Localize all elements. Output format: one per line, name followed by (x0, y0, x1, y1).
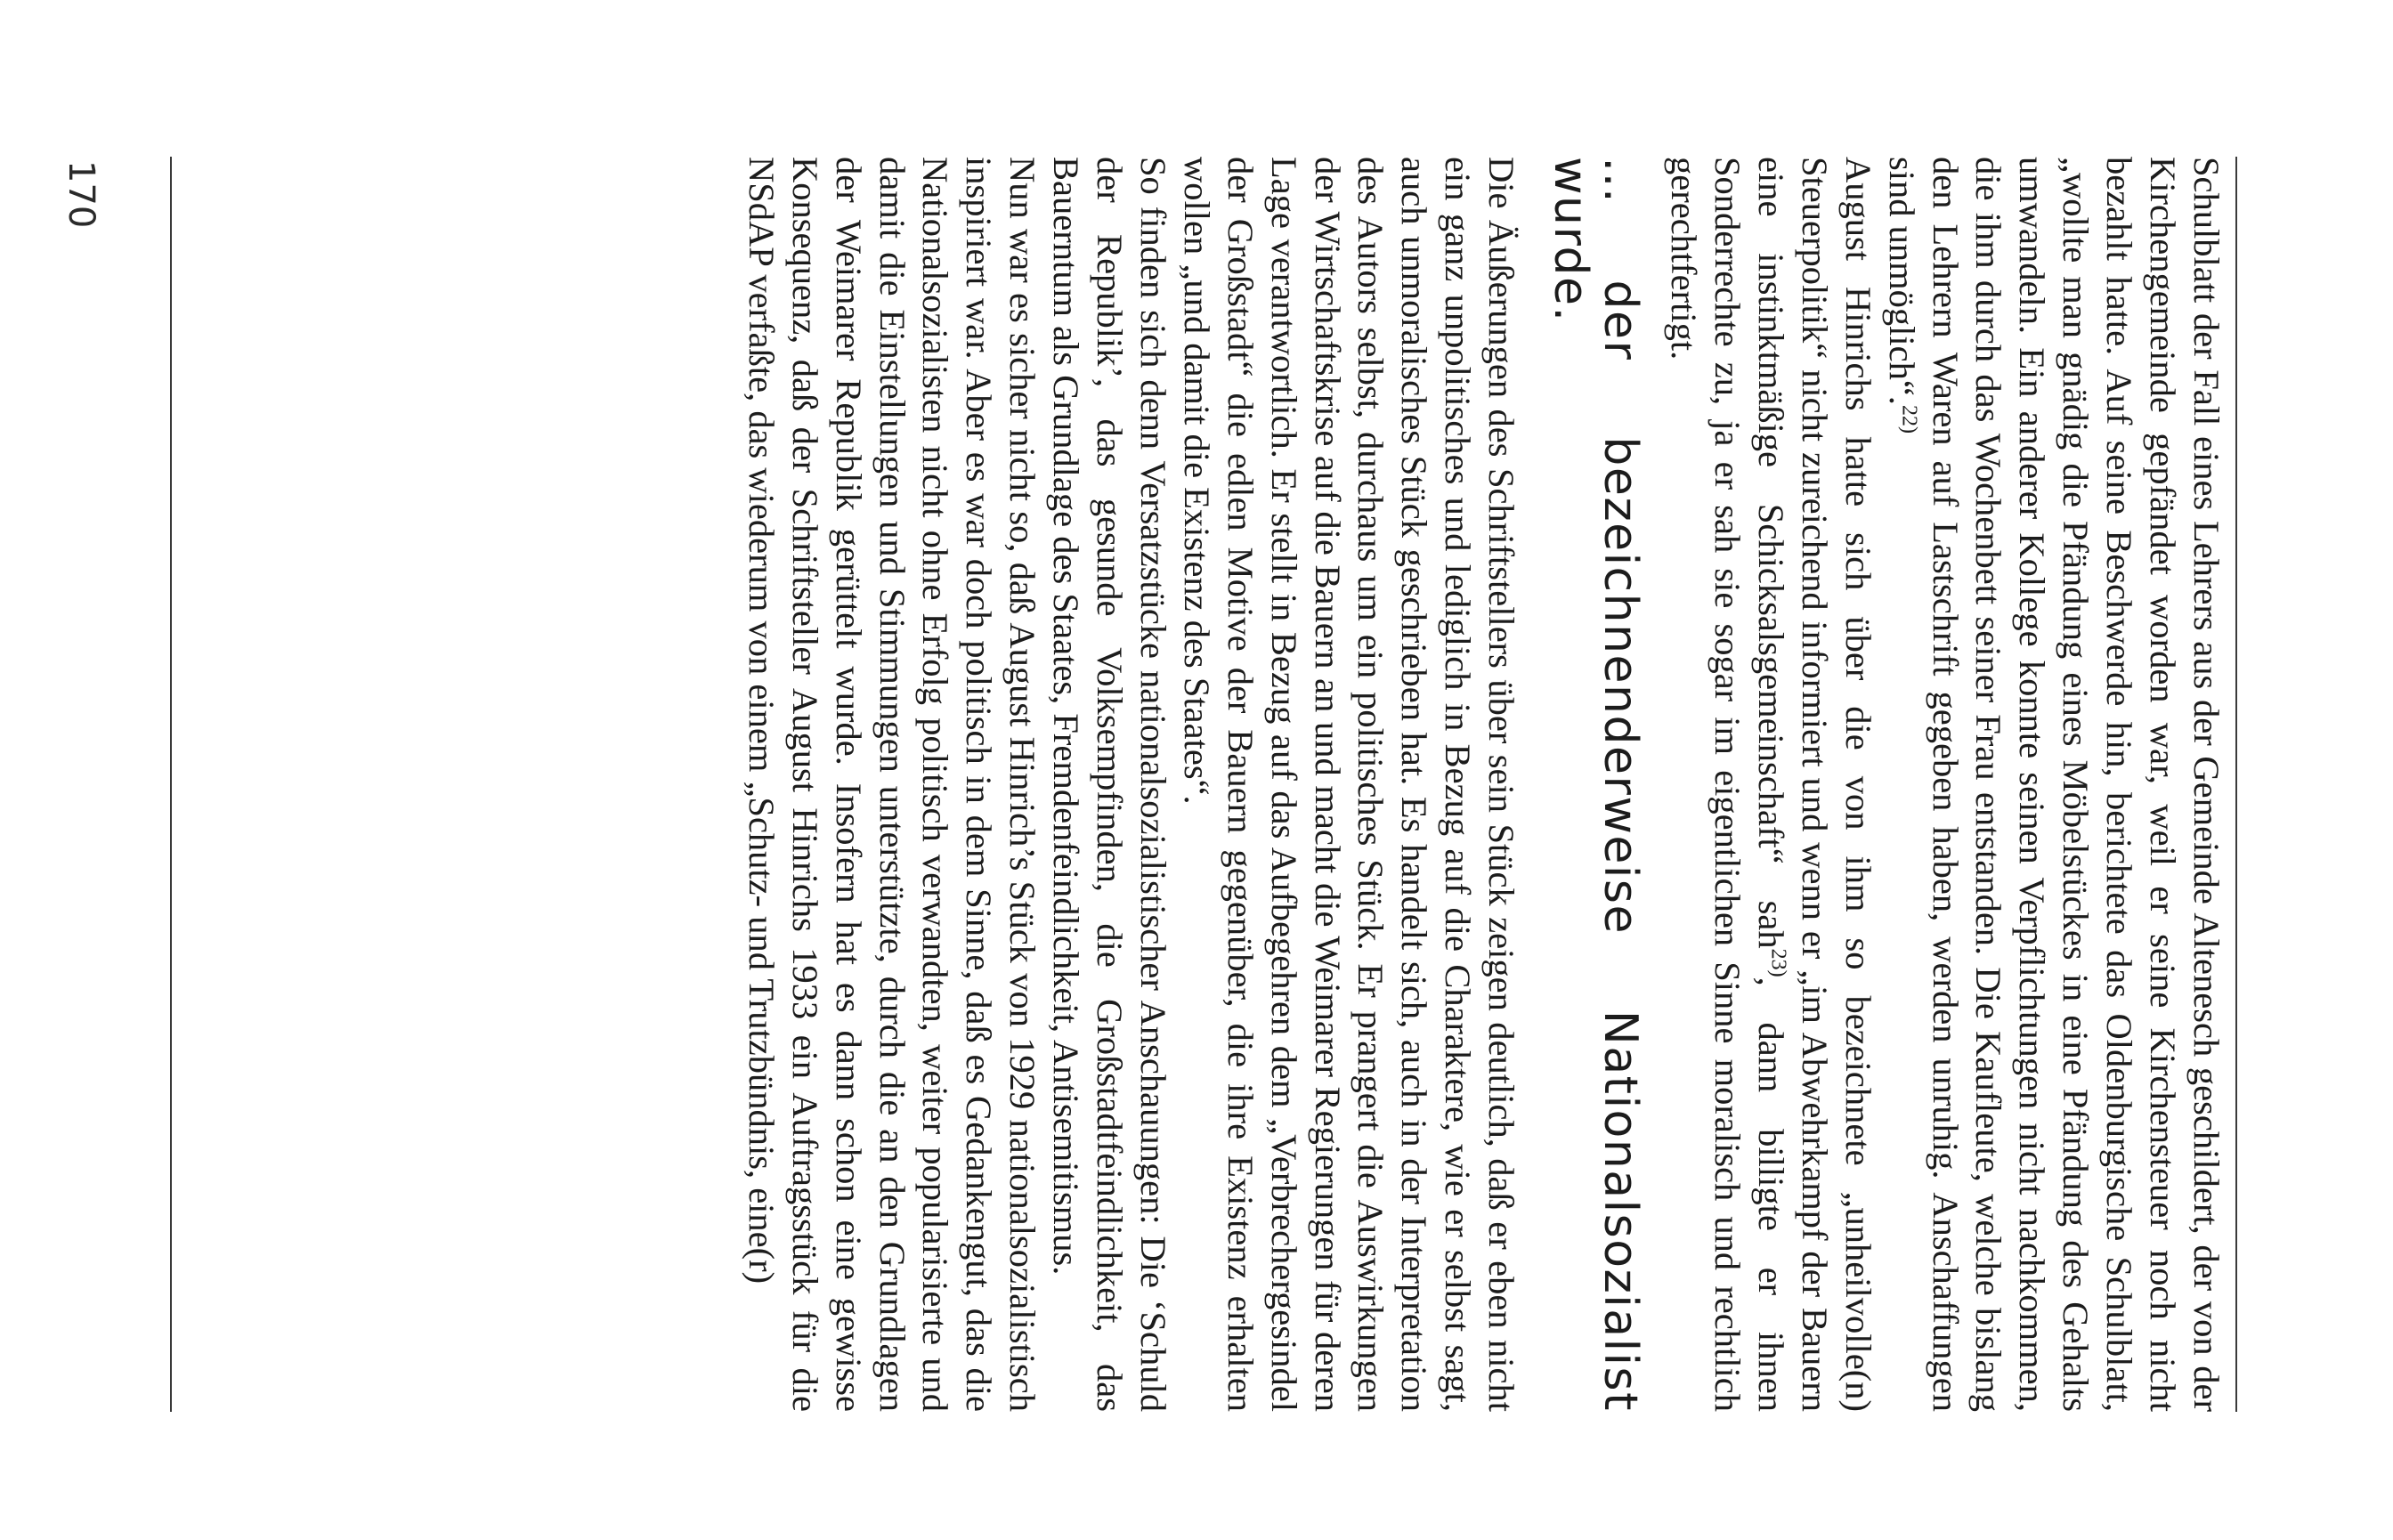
section-heading: … der bezeichnenderweise Nationalsozialist wurde. (1544, 157, 1648, 1412)
paragraph-3: Die Äußerungen des Schriftstellers über sein Stück zeigen deutlich, daß er eben nicht ein ganz unpolitisches und lediglich in Bezug auf die Charaktere, wie er selbst sagt, auch unmoralisches Stück geschrieben hat. Es handelt sich, auch in der Interpretation des Autors selbst, durchaus um ein politisches Stück. Er prangert die Auswirkungen der Wirtschaftskrise auf die Bauern an und macht die Weimarer Regierungen für deren Lage verantwortlich. Er stellt in Bezug auf das Aufbegehren dem „Verbrechergesindel der Großstadt“ die edlen Motive der Bauern gegenüber, die ihre Existenz erhalten wollen „und damit die Existenz des Staates“. (1176, 157, 1522, 1412)
page-body (183, 157, 2227, 1412)
paragraph-1 (1879, 157, 2227, 1412)
top-rule (2235, 157, 2237, 1412)
paragraph-1-text: Schulblatt der Fall eines Lehrers aus der Gemeinde Altenesch geschildert, der von der Kirchengemeinde gepfändet worden war, weil er seine Kirchensteuer noch nicht bezahlt hatte. Auf seine Beschwerde hin, berichtete das Oldenburgische Schulblatt, „wollte man gnädig die Pfändung eines Möbelstückes in eine Pfändung des Gehalts umwandeln. Ein anderer Kollege konnte seinen Verpflichtungen nicht nachkommen, die ihm durch das Wochenbett seiner Frau entstanden. Die Kaufleute, welche bislang den Lehrern Waren auf Lastschrift gegeben haben, werden unruhig. Anschaffungen sind unmöglich“. (1881, 157, 2227, 1412)
page-number: 170 (61, 160, 101, 229)
bottom-rule (170, 157, 172, 1412)
paragraph-4: So finden sich denn Versatzstücke nationalsozialistischer Anschauungen: Die ‘Schuld der Republik’, das gesunde Volksempfinden, die Großstadtfeindlichkeit, das Bauerntum als Grundlage des Staates, Fremdenfeindlichkeit, Antisemitismus. (1046, 157, 1173, 1412)
footnote-ref-22: 22) (1897, 404, 1921, 434)
paragraph-5: Nun war es sicher nicht so, daß August Hinrich’s Stück von 1929 nationalsozialistisch inspiriert war. Aber es war doch politisch in dem Sinne, daß es Gedankengut, das die Nationalsozialisten nicht ohne Erfolg politisch verwandten, weiter popularisierte und damit die Einstellungen und Stimmungen unterstützte, durch die an den Grundlagen der Weimarer Republik gerüttelt wurde. Insofern hat es dann schon eine gewisse Konsequenz, daß der Schriftsteller August Hinrichs 1933 ein Auftragsstück für die NSdAP verfaßte, das wiederum von einem „Schutz- und Trutzbündnis, eine(r) (741, 157, 1043, 1412)
paragraph-2-text-b: , dann billigte er ihnen Sonderrechte zu, ja er sah sie sogar im eigentlichen Sinne moralisch und rechtlich gerechtfertigt. (1664, 157, 1791, 1412)
footnote-ref-23: 23) (1766, 948, 1790, 977)
paragraph-2-text-a: August Hinrichs hatte sich über die von ihm so bezeichnete „unheilvolle(n) Steuerpolitik“ nicht zureichend informiert und wenn er „im Abwehrkampf der Bauern eine instinktmäßige Schicksalsgemeinschaft“ sah (1750, 157, 1878, 1412)
paragraph-2 (1661, 157, 1879, 1412)
